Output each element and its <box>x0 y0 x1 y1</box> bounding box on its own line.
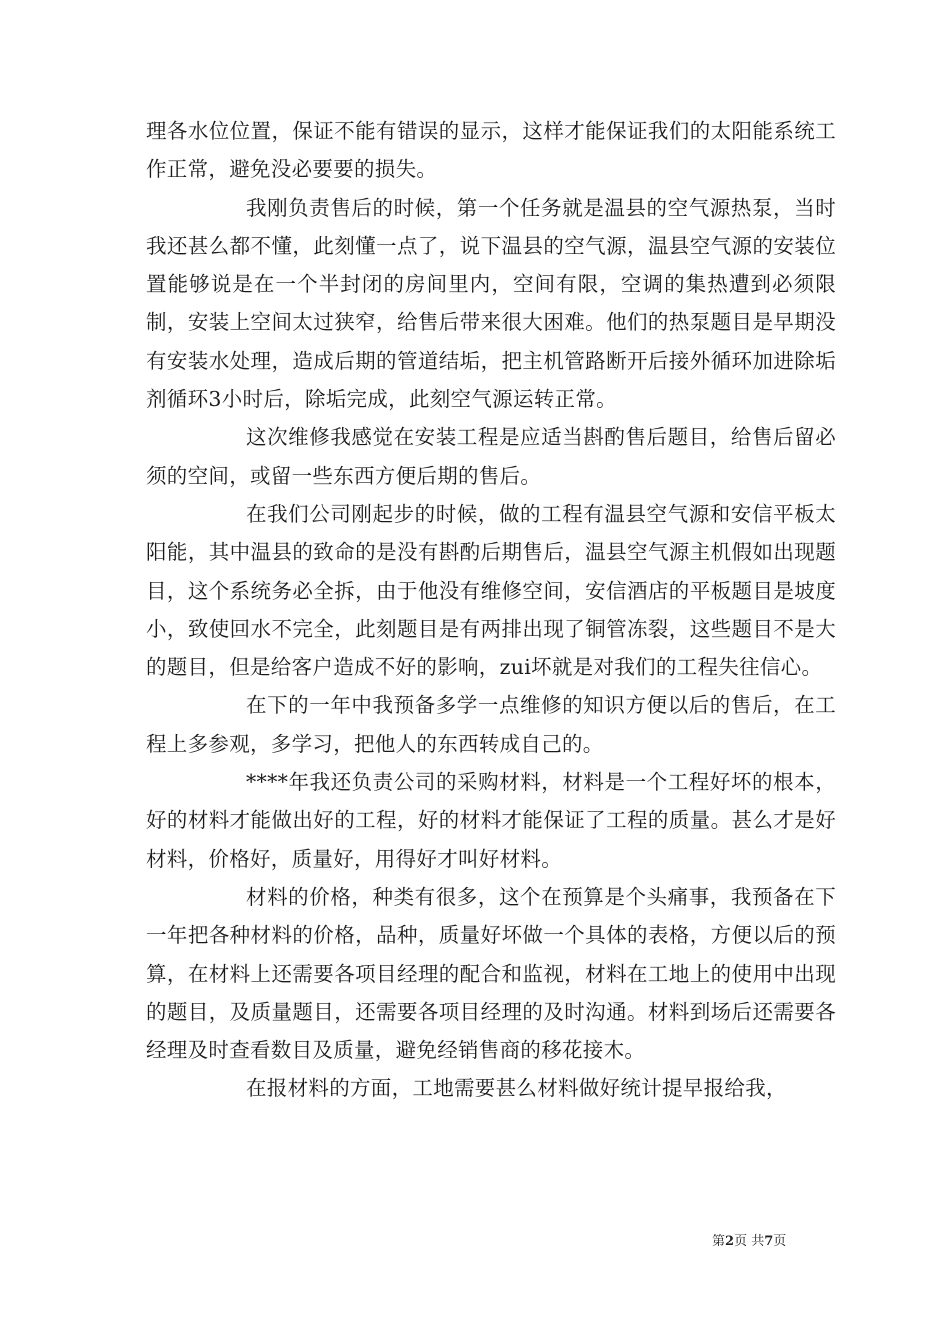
page-footer <box>712 1230 832 1249</box>
footer-prefix: 第 <box>712 1234 726 1249</box>
paragraph: 我刚负责售后的时候，第一个任务就是温县的空气源热泵，当时我还甚么都不懂，此刻懂一点了，说下温县的空气源，温县空气源的安装位置能够说是在一个半封闭的房间里内，空间有限，空调的集热遭到必须限制，安装上空间太过狭窄，给售后带来很大困难。他们的热泵题目是早期没有安装水处理，造成后期的管道结垢，把主机管路断开后接外循环加进除垢剂循环3小时后，除垢完成，此刻空气源运转正常。 <box>146 195 836 412</box>
footer-middle: 页 共 <box>734 1234 765 1249</box>
current-page-number: 2 <box>725 1234 735 1249</box>
total-page-number: 7 <box>764 1234 774 1249</box>
footer-suffix: 页 <box>773 1234 787 1249</box>
paragraph: 理各水位位置，保证不能有错误的显示，这样才能保证我们的太阳能系统工作正常，避免没必要要的损失。 <box>146 119 836 182</box>
paragraph: 在报材料的方面，工地需要甚么材料做好统计提早报给我， <box>246 1076 787 1101</box>
paragraph: ****年我还负责公司的采购材料，材料是一个工程好坏的根本，好的材料才能做出好的工程，好的材料才能保证了工程的质量。甚么才是好材料，价格好，质量好，用得好才叫好材料。 <box>146 770 836 871</box>
paragraph: 材料的价格，种类有很多，这个在预算是个头痛事，我预备在下一年把各种材料的价格，品种，质量好坏做一个具体的表格，方便以后的预算，在材料上还需要各项目经理的配合和监视，材料在工地上的使用中出现的题目，及质量题目，还需要各项目经理的及时沟通。材料到场后还需要各经理及时查看数目及质量，避免经销售商的移花接木。 <box>146 884 836 1063</box>
paragraph: 在我们公司刚起步的时候，做的工程有温县空气源和安信平板太阳能，其中温县的致命的是没有斟酌后期售后，温县空气源主机假如出现题目，这个系统务必全拆，由于他没有维修空间，安信酒店的平板题目是坡度小，致使回水不完全，此刻题目是有两排出现了铜管冻裂，这些题目不是大的题目，但是给客户造成不好的影响，zui坏就是对我们的工程失往信心。 <box>146 501 836 680</box>
document-body <box>146 112 836 1108</box>
paragraph: 这次维修我感觉在安装工程是应适当斟酌售后题目，给售后留必须的空间，或留一些东西方便后期的售后。 <box>146 425 836 488</box>
paragraph: 在下的一年中我预备多学一点维修的知识方便以后的售后，在工程上多参观，多学习，把他人的东西转成自己的。 <box>146 693 836 756</box>
